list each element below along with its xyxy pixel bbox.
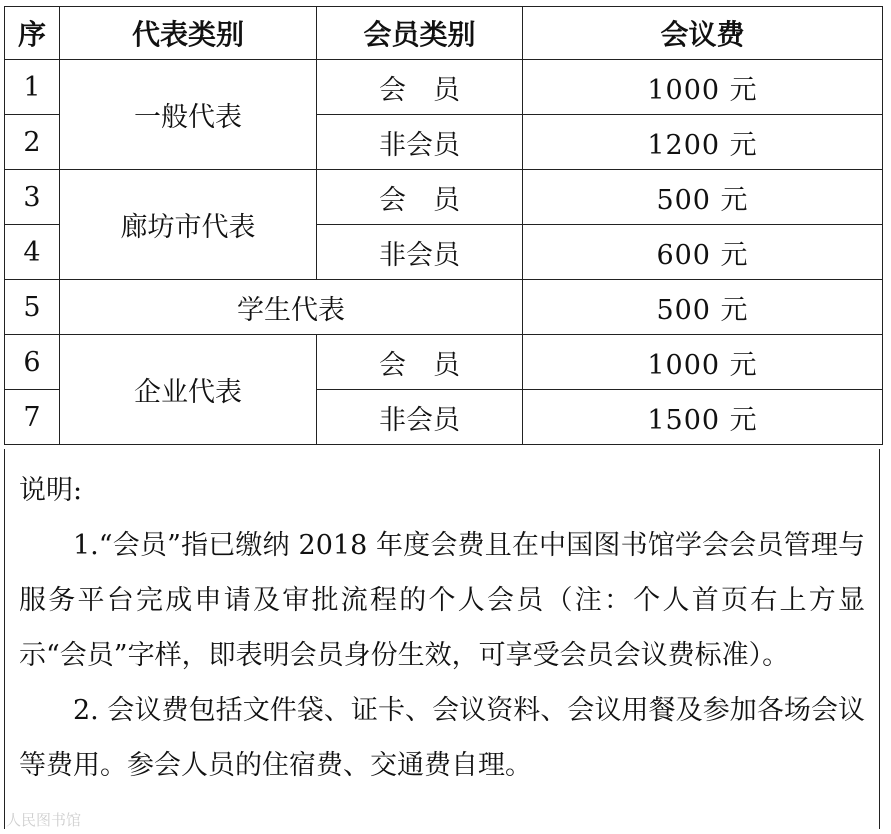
- table-row: [5, 335, 883, 390]
- row-member-type: 会 员: [317, 335, 523, 390]
- notes-heading: 说明:: [19, 475, 83, 506]
- table-row: [5, 280, 883, 335]
- row-seq: 3: [5, 170, 60, 225]
- notes-section: [4, 449, 880, 829]
- table-row: [5, 170, 883, 225]
- row-category: 企业代表: [60, 335, 317, 445]
- row-fee: 1000 元: [523, 60, 883, 115]
- header-fee: 会议费: [523, 7, 883, 60]
- note-item: 1.“会员”指已缴纳 2018 年度会费且在中国图书馆学会会员管理与服务平台完成申请及审批流程的个人会员（注：个人首页右上方显示“会员”字样，即表明会员身份生效，可享受会员会议费标准）。: [19, 530, 865, 671]
- row-seq: 6: [5, 335, 60, 390]
- row-fee: 1200 元: [523, 115, 883, 170]
- table-header-row: [5, 7, 883, 60]
- row-fee: 600 元: [523, 225, 883, 280]
- row-fee: 1000 元: [523, 335, 883, 390]
- header-seq: 序: [5, 7, 60, 60]
- row-fee: 500 元: [523, 170, 883, 225]
- table-row: [5, 60, 883, 115]
- row-member-type: 非会员: [317, 225, 523, 280]
- row-member-type: 非会员: [317, 115, 523, 170]
- watermark: 人民图书馆: [6, 811, 82, 829]
- row-member-type: 非会员: [317, 390, 523, 445]
- row-seq: 7: [5, 390, 60, 445]
- row-seq: 4: [5, 225, 60, 280]
- row-category: 廊坊市代表: [60, 170, 317, 280]
- row-member-type: 会 员: [317, 170, 523, 225]
- row-seq: 1: [5, 60, 60, 115]
- row-fee: 1500 元: [523, 390, 883, 445]
- fee-table: [4, 6, 883, 445]
- row-member-type: 会 员: [317, 60, 523, 115]
- note-item: 2. 会议费包括文件袋、证卡、会议资料、会议用餐及参加各场会议等费用。参会人员的住宿费、交通费自理。: [19, 695, 865, 781]
- row-category: 学生代表: [60, 280, 523, 335]
- row-category: 一般代表: [60, 60, 317, 170]
- header-category: 代表类别: [60, 7, 317, 60]
- row-seq: 5: [5, 280, 60, 335]
- row-fee: 500 元: [523, 280, 883, 335]
- row-seq: 2: [5, 115, 60, 170]
- header-member-type: 会员类别: [317, 7, 523, 60]
